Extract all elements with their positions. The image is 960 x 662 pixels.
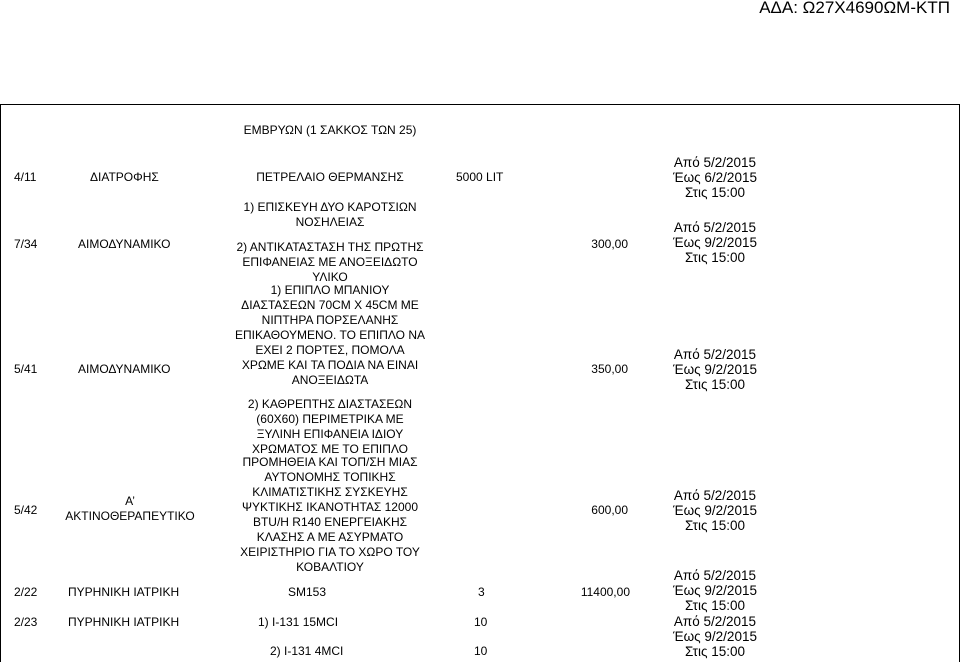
row2-category: ΑΙΜΟΔΥΝΑΜΙΚΟ [78,237,171,251]
row1-category: ΔΙΑΤΡΟΦΗΣ [90,170,159,184]
row3-price: 350,00 [591,362,628,376]
row1-product: ΠΕΤΡΕΛΑΙΟ ΘΕΡΜΑΝΣΗΣ [256,170,404,184]
row6-qty2: 10 [474,644,488,658]
table-top-border [0,104,960,105]
row5-category: ΠΥΡΗΝΙΚΗ ΙΑΤΡΙΚΗ [68,585,180,599]
row6-date: Από 5/2/2015 Έως 9/2/2015 Στις 15:00 [673,614,757,659]
row6-qty1: 10 [474,615,488,629]
row2-item2: 2) ΑΝΤΙΚΑΤΑΣΤΑΣΗ ΤΗΣ ΠΡΩΤΗΣ ΕΠΙΦΑΝΕΙΑΣ ΜΕ ΑΝΟΞΕΙΔΩΤΟ ΥΛΙΚΟ [236,240,424,284]
row5-price: 11400,00 [580,585,630,599]
row1-date: Από 5/2/2015 Έως 6/2/2015 Στις 15:00 [673,155,757,200]
row6-category: ΠΥΡΗΝΙΚΗ ΙΑΤΡΙΚΗ [68,615,180,629]
row1-qty: 5000 LIT [456,170,504,184]
row2-price: 300,00 [591,237,628,251]
row5-qty: 3 [478,585,485,599]
row4-code: 5/42 [14,503,38,517]
row4-price: 600,00 [591,503,628,517]
row3-date: Από 5/2/2015 Έως 9/2/2015 Στις 15:00 [673,347,757,392]
row2-date: Από 5/2/2015 Έως 9/2/2015 Στις 15:00 [673,220,757,265]
row0-product: ΕΜΒΡΥΩΝ (1 ΣΑΚΚΟΣ ΤΩΝ 25) [243,123,417,137]
row6-product2: 2) I-131 4MCI [270,644,344,658]
row6-code: 2/23 [14,615,38,629]
row3-item1: 1) ΕΠΙΠΛΟ ΜΠΑΝΙΟΥ ΔΙΑΣΤΑΣΕΩΝ 70CM X 45CM ΜΕ ΝΙΠΤΗΡΑ ΠΟΡΣΕΛΑΝΗΣ ΕΠΙΚΑΘΟΥΜΕΝΟ. ΤΟ ΕΠΙΠΛΟ ΝΑ ΕΧΕΙ 2 ΠΟΡΤΕΣ, ΠΟΜΟΛΑ ΧΡΩΜΕ ΚΑΙ ΤΑ ΠΟΔΙΑ ΝΑ ΕΙΝΑΙ ΑΝΟΞΕΙΔΩΤΑ [234,283,426,387]
row4-date: Από 5/2/2015 Έως 9/2/2015 Στις 15:00 [673,488,757,533]
row5-code: 2/22 [14,585,38,599]
row3-category: ΑΙΜΟΔΥΝΑΜΙΚΟ [78,362,171,376]
ada-header: ΑΔΑ: Ω27Χ4690ΩΜ-ΚΤΠ [759,0,950,17]
row3-code: 5/41 [14,362,38,376]
row3-item2: 2) ΚΑΘΡΕΠΤΗΣ ΔΙΑΣΤΑΣΕΩΝ (60Χ60) ΠΕΡΙΜΕΤΡΙΚΑ ΜΕ ΞΥΛΙΝΗ ΕΠΙΦΑΝΕΙΑ ΙΔΙΟΥ ΧΡΩΜΑΤΟΣ ΜΕ ΤΟ ΕΠΙΠΛΟ [247,397,413,456]
row2-item1: 1) ΕΠΙΣΚΕΥΗ ΔΥΟ ΚΑΡΟΤΣΙΩΝ ΝΟΣΗΛΕΙΑΣ [243,200,417,229]
row4-category: Α’ ΑΚΤΙΝΟΘΕΡΑΠΕΥΤΙΚΟ [65,494,195,523]
table-left-border [0,104,1,662]
row4-item1: ΠΡΟΜΗΘΕΙΑ ΚΑΙ ΤΟΠ/ΣΗ ΜΙΑΣ ΑΥΤΟΝΟΜΗΣ ΤΟΠΙΚΗΣ ΚΛΙΜΑΤΙΣΤΙΚΗΣ ΣΥΣΚΕΥΗΣ ΨΥΚΤΙΚΗΣ ΙΚΑΝΟΤΗΤΑΣ 12000 BTU/H R140 ΕΝΕΡΓΕΙΑΚΗΣ ΚΛΑΣΗΣ Α ΜΕ ΑΣΥΡΜΑΤΟ ΧΕΙΡΙΣΤΗΡΙΟ ΓΙΑ ΤΟ ΧΩΡΟ ΤΟΥ ΚΟΒΑΛΤΙΟΥ [240,455,420,574]
row6-product1: 1) I-131 15MCI [258,615,339,629]
row5-date: Από 5/2/2015 Έως 9/2/2015 Στις 15:00 [673,568,757,613]
row2-code: 7/34 [14,237,38,251]
row5-product: SM153 [288,585,327,599]
row1-code: 4/11 [14,170,37,184]
